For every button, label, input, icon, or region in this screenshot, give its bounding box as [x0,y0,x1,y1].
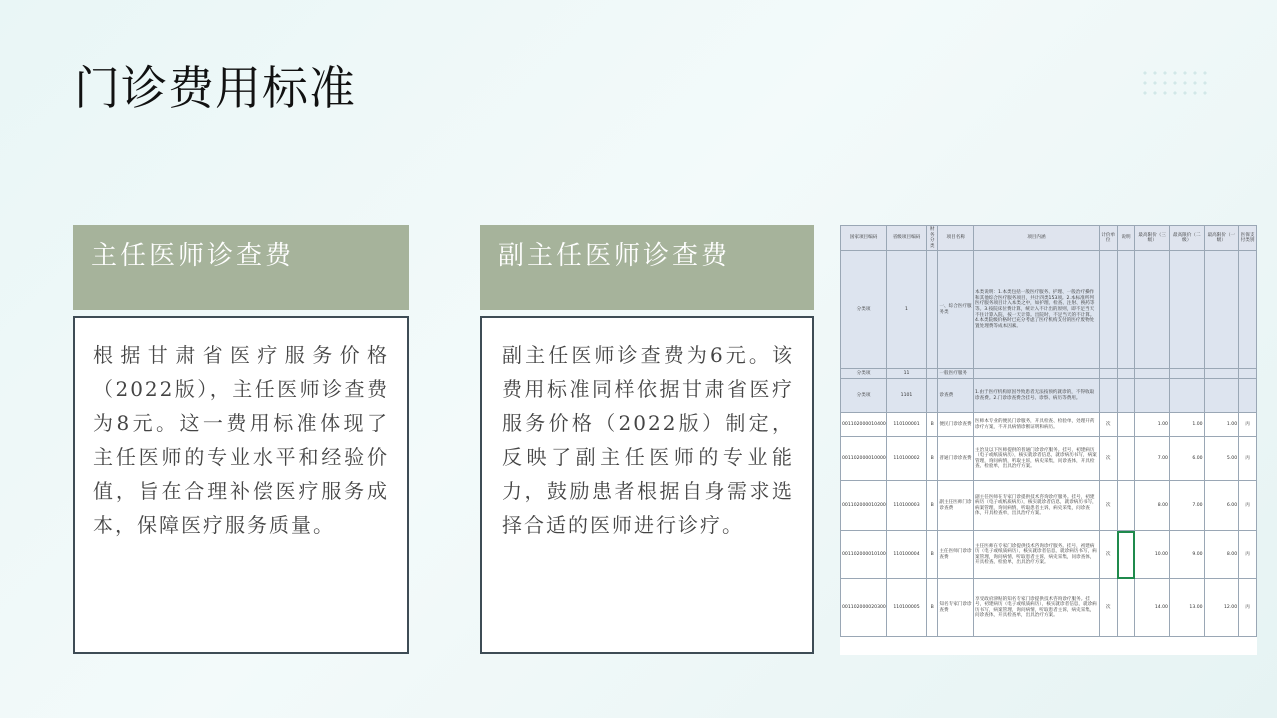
table-cell[interactable]: 分类项 [841,379,887,413]
table-cell[interactable]: 主任医师门诊诊查费 [938,531,974,579]
table-cell[interactable]: 次 [1099,531,1117,579]
column-header[interactable]: 省级项目编码 [887,226,927,251]
table-cell[interactable]: 分类项 [841,369,887,379]
table-row [841,369,1257,379]
table-cell[interactable]: 001102000010100 [841,531,887,579]
table-cell[interactable] [1117,481,1135,531]
table-cell[interactable]: 一、综合医疗服务类 [938,251,974,369]
table-cell[interactable] [1117,531,1135,579]
table-cell[interactable]: 次 [1099,437,1117,481]
table-cell[interactable]: 001102000010400 [841,413,887,437]
table-cell[interactable]: 14.00 [1135,579,1170,637]
column-header[interactable]: 计价单位 [1099,226,1117,251]
table-cell[interactable]: 6.00 [1204,481,1239,531]
table-cell[interactable]: 8.00 [1135,481,1170,531]
column-header[interactable]: 国家项目编码 [841,226,887,251]
table-cell[interactable]: 副主任医师门诊诊查费 [938,481,974,531]
table-cell[interactable]: 10.00 [1135,531,1170,579]
table-cell[interactable] [1135,251,1170,369]
table-cell[interactable]: 普通门诊诊查费 [938,437,974,481]
table-cell[interactable]: B [926,579,938,637]
table-cell[interactable] [1117,579,1135,637]
table-cell[interactable]: 1 [887,251,927,369]
table-cell[interactable]: 次 [1099,413,1117,437]
table-cell[interactable]: 便民门诊诊查费 [938,413,974,437]
table-cell[interactable]: 次 [1099,481,1117,531]
table-cell[interactable]: 7.00 [1135,437,1170,481]
table-cell[interactable]: 110100003 [887,481,927,531]
table-cell[interactable] [1169,369,1204,379]
table-cell[interactable]: 110100005 [887,579,927,637]
table-cell[interactable]: B [926,531,938,579]
column-header[interactable]: 项目名称 [938,226,974,251]
table-row [841,413,1257,437]
table-cell[interactable]: 1101 [887,379,927,413]
column-header[interactable]: 说明 [1117,226,1135,251]
table-cell[interactable]: 1.00 [1135,413,1170,437]
table-cell[interactable] [1135,379,1170,413]
table-cell[interactable] [1169,251,1204,369]
table-cell[interactable]: 主治及以下医师提供的普通门诊诊疗服务。挂号，初建病历（电子或纸质病历），核实就诊者信息，就诊病历书写，病案管理，询问病情，听取主诉，病史采集，问诊查体，开具检查、检验单，出具治疗方案。 [974,437,1100,481]
table-cell[interactable]: 1.00 [1169,413,1204,437]
table-row [841,481,1257,531]
table-cell[interactable]: 1.00 [1204,413,1239,437]
table-cell[interactable] [1169,379,1204,413]
table-cell[interactable] [1117,413,1135,437]
table-cell[interactable]: 6.00 [1169,437,1204,481]
table-cell[interactable] [1117,369,1135,379]
table-cell[interactable]: 本类说明：1.本类包括一般医疗服务、护理、一般治疗操作和其他综合医疗服务项目，共计四类153项。2.本标准所列医疗服务项目计入本类之中，如护理、检查、注射、换药等等。3.按院床位费计算，统计入不计出的原则，即不足当天不住计算入院，按一天计算。出院时，不足当天的不计算。4.本类院级价格时已充分考虑了医疗机构支付的医疗废物处置处理费等成本因素。 [974,251,1100,369]
table-cell[interactable]: 丙 [1239,531,1257,579]
table-cell[interactable] [1099,379,1117,413]
column-header[interactable]: 最高限价（三级） [1135,226,1170,251]
decorative-dot-pattern [1140,68,1210,98]
table-cell[interactable]: 7.00 [1169,481,1204,531]
table-cell[interactable]: 1.由于医疗机构原因导致患者无法按预约就诊的，不得收取诊查费。2.门诊诊查费含挂号、诊察、病历等费用。 [974,379,1100,413]
table-cell[interactable] [1099,369,1117,379]
table-cell[interactable]: 诊查费 [938,379,974,413]
table-cell[interactable] [1239,251,1257,369]
table-cell[interactable] [1239,379,1257,413]
table-cell[interactable]: B [926,481,938,531]
table-cell[interactable]: 001102000010000 [841,437,887,481]
table-cell[interactable]: 享受政府津贴的知名专家门诊提供技术咨询诊疗服务。挂号，初建病历（电子或纸质病历），核实就诊者信息，就诊病历书写，病案管理，询问病情，听取患者主诉，病史采集，问诊查体，开具检查单，出具治疗方案。 [974,579,1100,637]
table-cell[interactable]: 13.00 [1169,579,1204,637]
table-row [841,437,1257,481]
table-cell[interactable] [1204,369,1239,379]
card-body-chief-physician: 根据甘肃省医疗服务价格（2022版），主任医师诊查费为8元。这一费用标准体现了主任医师的专业水平和经验价值，旨在合理补偿医疗服务成本，保障医疗服务质量。 [73,316,409,654]
table-cell[interactable]: 丙 [1239,437,1257,481]
table-cell[interactable]: 主任医师在专家门诊提供技术咨询诊疗服务。挂号，初建病历（电子或纸质病历），核实就诊者信息，就诊病历书写，病案管理，询问病情，听取患者主诉，病史采集，问诊查体，开具检查、检验单，出具治疗方案。 [974,531,1100,579]
table-cell[interactable] [1117,437,1135,481]
table-cell[interactable] [1204,379,1239,413]
price-table [840,225,1257,637]
table-cell[interactable] [1239,369,1257,379]
table-cell[interactable]: B [926,437,938,481]
table-cell[interactable] [974,369,1100,379]
price-spreadsheet[interactable] [840,225,1257,655]
card-heading-associate-chief-physician: 副主任医师诊查费 [480,225,814,310]
table-cell[interactable]: 001102000020300 [841,579,887,637]
card-body-associate-chief-physician: 副主任医师诊查费为6元。该费用标准同样依据甘肃省医疗服务价格（2022版）制定，反映了副主任医师的专业能力，鼓励患者根据自身需求选择合适的医师进行诊疗。 [480,316,814,654]
table-cell[interactable]: 分类项 [841,251,887,369]
table-row [841,379,1257,413]
column-header[interactable]: 财务分类 [926,226,938,251]
table-row [841,579,1257,637]
table-cell[interactable] [1204,251,1239,369]
table-cell[interactable]: 丙 [1239,579,1257,637]
table-cell[interactable] [926,379,938,413]
table-cell[interactable]: 9.00 [1169,531,1204,579]
table-cell[interactable] [1117,251,1135,369]
table-cell[interactable]: 丙 [1239,413,1257,437]
table-cell[interactable]: 次 [1099,579,1117,637]
table-cell[interactable] [926,369,938,379]
card-heading-chief-physician: 主任医师诊查费 [73,225,409,310]
table-cell[interactable]: 8.00 [1204,531,1239,579]
table-cell[interactable]: 12.00 [1204,579,1239,637]
table-cell[interactable]: 医师本专业的便民门诊服务，开具检查、检验单，处理开药诊疗方案，不开具病情诊断证明和病历。 [974,413,1100,437]
table-cell[interactable]: 110100004 [887,531,927,579]
table-row [841,251,1257,369]
table-header-row [841,226,1257,251]
column-header[interactable]: 医保支付类别 [1239,226,1257,251]
column-header[interactable]: 最高限价（一级） [1204,226,1239,251]
column-header[interactable]: 最高限价（二级） [1169,226,1204,251]
table-cell[interactable] [926,251,938,369]
table-cell[interactable]: 110100001 [887,413,927,437]
table-cell[interactable]: 丙 [1239,481,1257,531]
page-title: 门诊费用标准 [74,61,356,115]
table-cell[interactable]: 知名专家门诊诊查费 [938,579,974,637]
table-row [841,531,1257,579]
table-cell[interactable]: 001102000010200 [841,481,887,531]
column-header[interactable]: 项目内涵 [974,226,1100,251]
table-cell[interactable] [1099,251,1117,369]
table-cell[interactable]: 11 [887,369,927,379]
table-cell[interactable]: 一般医疗服务 [938,369,974,379]
table-cell[interactable] [1117,379,1135,413]
table-cell[interactable]: 110100002 [887,437,927,481]
table-cell[interactable]: B [926,413,938,437]
table-cell[interactable]: 5.00 [1204,437,1239,481]
table-cell[interactable] [1135,369,1170,379]
table-cell[interactable]: 副主任医师在专家门诊提供技术咨询诊疗服务。挂号，初建病历（电子或纸质病历），核实就诊者信息，就诊病历书写，病案管理，询问病情，听取患者主诉，病史采集，问诊查体，开具检查单，出具治疗方案。 [974,481,1100,531]
